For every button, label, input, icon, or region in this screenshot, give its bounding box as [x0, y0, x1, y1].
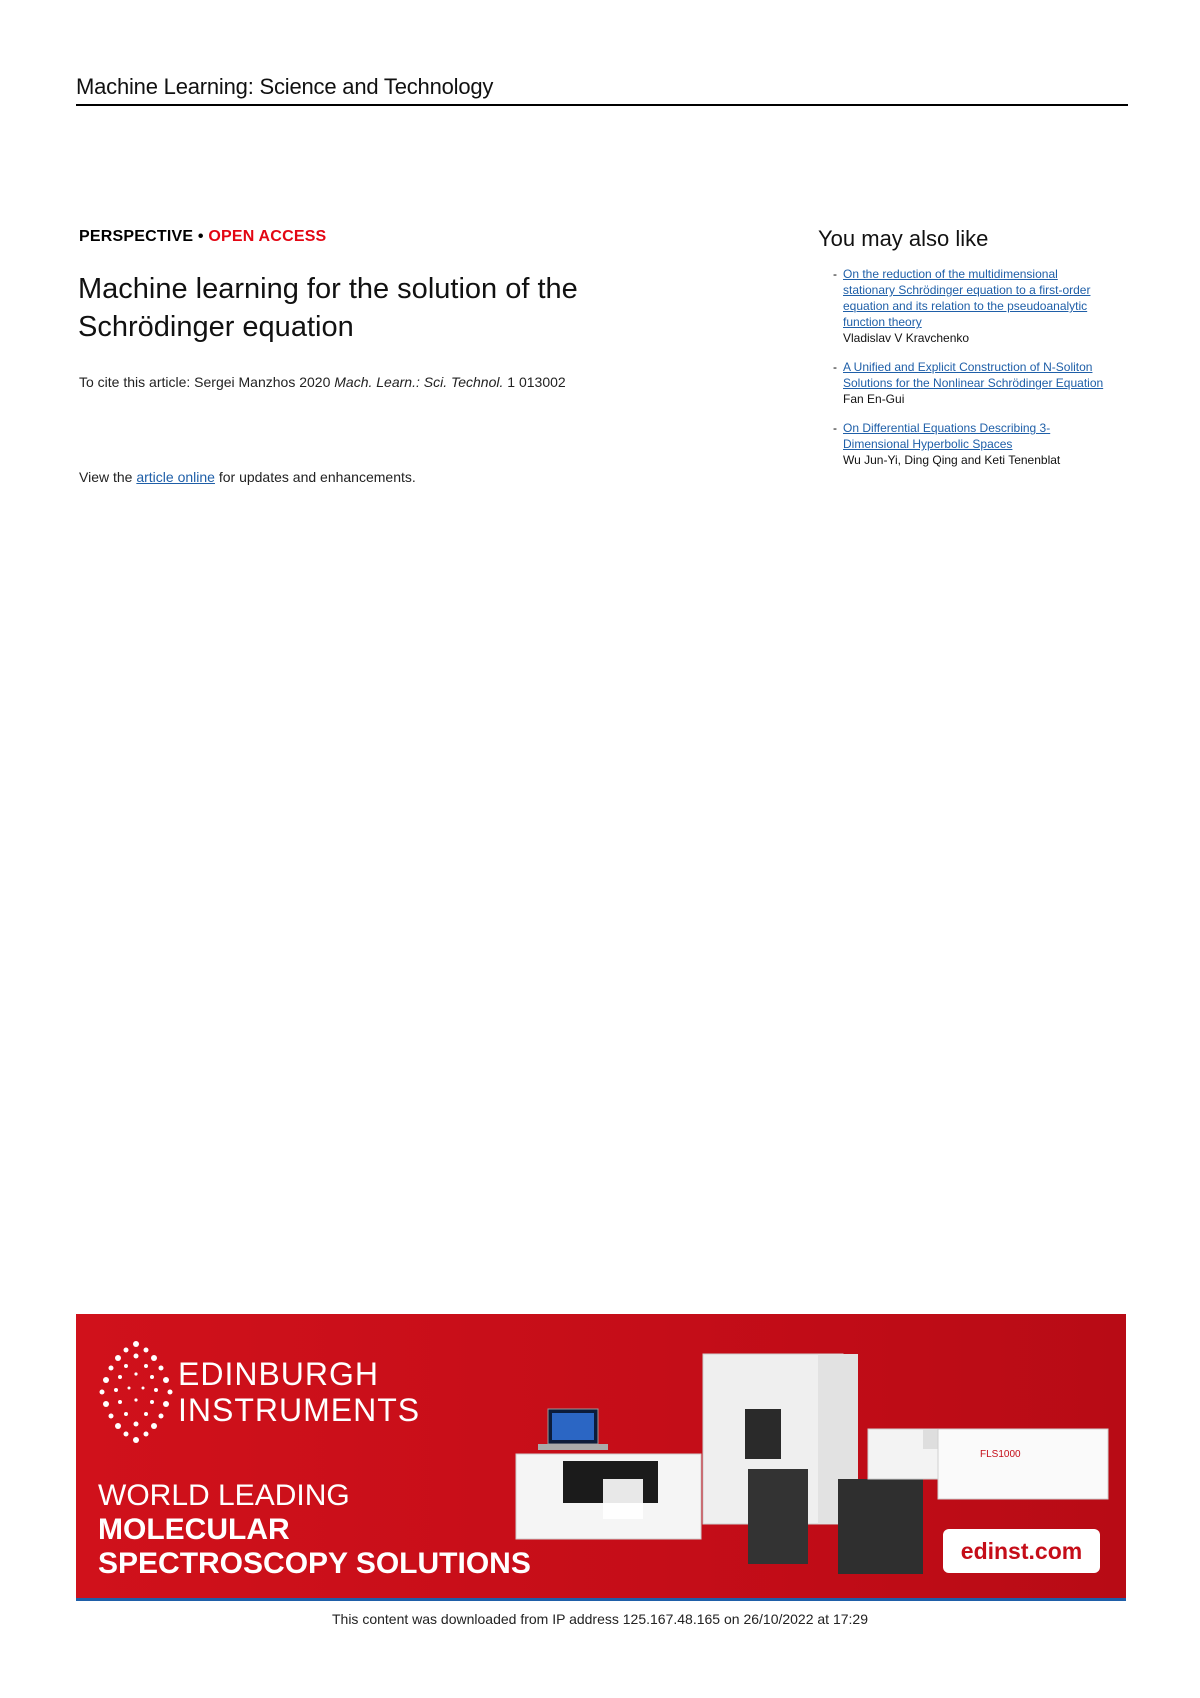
tagline-line-2: MOLECULAR [98, 1513, 290, 1546]
list-dash: - [833, 360, 837, 374]
view-online-suffix: for updates and enhancements. [214, 469, 416, 485]
list-dash: - [833, 421, 837, 435]
related-authors: Fan En-Gui [843, 392, 905, 406]
view-online-prefix: View the [79, 469, 137, 485]
type-separator: • [197, 228, 204, 245]
citation-journal: Mach. Learn.: Sci. Technol. [334, 374, 504, 390]
citation-line [79, 374, 566, 390]
journal-title: Machine Learning: Science and Technology [76, 74, 494, 99]
edinst-url-button[interactable]: edinst.com [943, 1529, 1100, 1573]
related-item [818, 266, 1118, 346]
related-item [818, 420, 1118, 468]
citation-volume: 1 013002 [503, 374, 566, 390]
edinburgh-instruments-logo-icon [96, 1336, 176, 1446]
related-link[interactable]: On Differential Equations Describing 3-Dimensional Hyperbolic Spaces [843, 421, 1051, 451]
article-online-link[interactable]: article online [136, 469, 215, 485]
open-access-label: OPEN ACCESS [208, 228, 327, 245]
related-item [818, 359, 1118, 407]
related-link[interactable]: On the reduction of the multidimensional stationary Schrödinger equation to a first-order equation and its relation to the pseudoanalytic function theory [843, 267, 1091, 329]
view-online-line [79, 469, 416, 485]
related-authors: Vladislav V Kravchenko [843, 331, 970, 345]
related-articles-sidebar [818, 226, 1118, 481]
ad-tagline [98, 1479, 531, 1581]
citation-prefix: To cite this article: Sergei Manzhos 2020 [79, 374, 335, 390]
ad-accent-line [76, 1598, 1126, 1601]
article-type-line [79, 228, 326, 246]
related-heading: You may also like [818, 226, 989, 251]
list-dash: - [833, 267, 837, 281]
related-link[interactable]: A Unified and Explicit Construction of N-Soliton Solutions for the Nonlinear Schrödinger Equation [843, 360, 1104, 390]
tagline-line-3: SPECTROSCOPY SOLUTIONS [98, 1547, 531, 1580]
article-title: Machine learning for the solution of the Schrödinger equation [78, 273, 578, 343]
journal-header [76, 74, 1128, 106]
brand-line-2: INSTRUMENTS [178, 1392, 421, 1428]
related-authors: Wu Jun-Yi, Ding Qing and Keti Tenenblat [843, 453, 1061, 467]
advertisement-banner[interactable] [76, 1314, 1126, 1601]
brand-line-1: EDINBURGH [178, 1356, 380, 1392]
download-note: This content was downloaded from IP address 125.167.48.165 on 26/10/2022 at 17:29 [331, 1611, 868, 1627]
brand-name [178, 1356, 420, 1428]
article-type: PERSPECTIVE [79, 228, 194, 245]
instrument-label: FLS1000 [980, 1449, 1021, 1460]
tagline-line-1: WORLD LEADING [98, 1479, 350, 1512]
